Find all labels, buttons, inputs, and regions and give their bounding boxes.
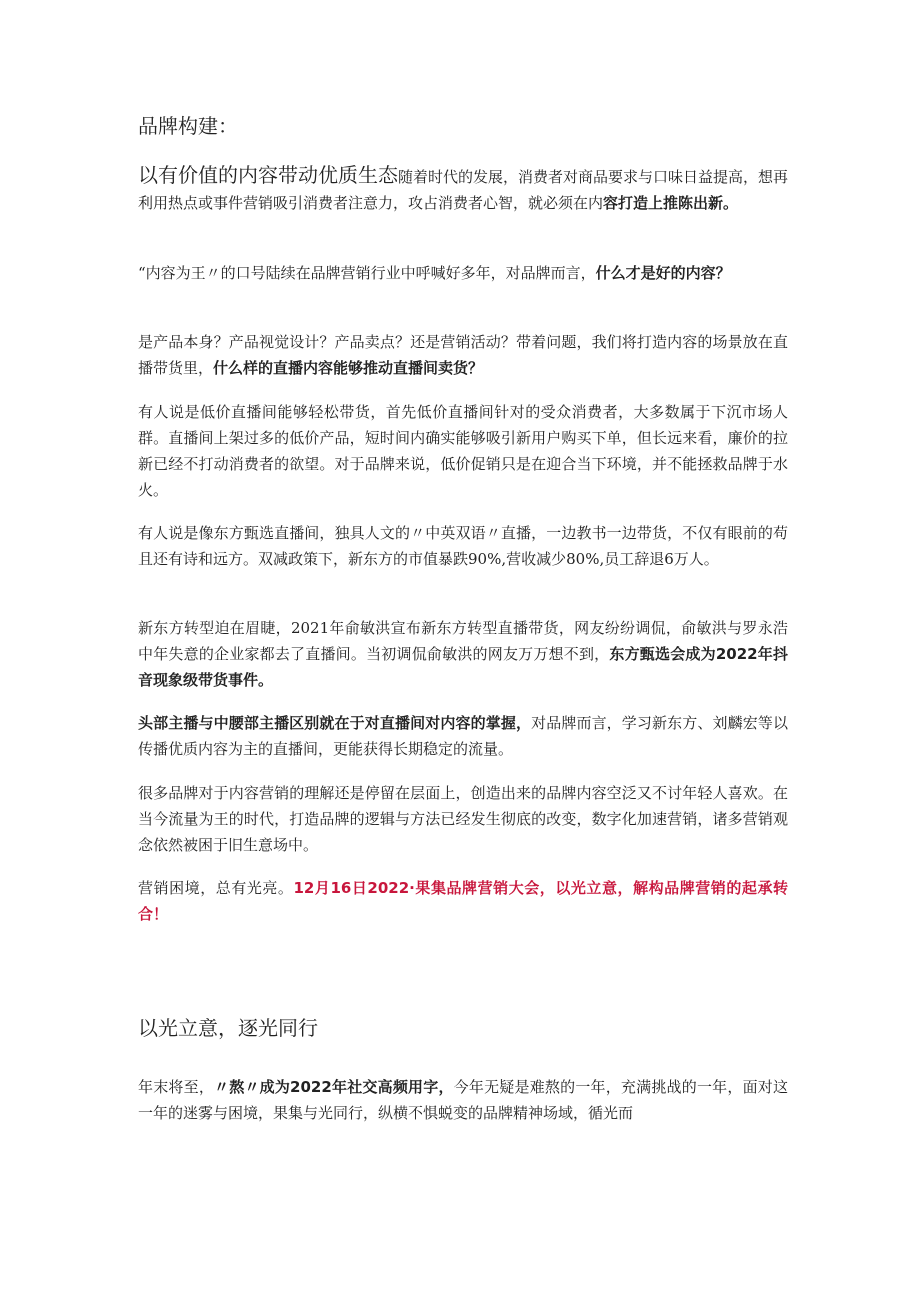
section2-paragraph-1-text-b: 今年无疑是难熬的一年，充满挑战的一年，面对这一年的迷雾与困境，果集与光同行，纵横不惧蜕变的品牌精神场域，循光而: [138, 1078, 788, 1122]
paragraph-2-text: “内容为王〃的口号陆续在品牌营销行业中呼喊好多年，对品牌而言，: [138, 264, 596, 282]
paragraph-7-bold: 头部主播与中腰部主播区别就在于对直播间对内容的掌握，: [138, 714, 532, 732]
paragraph-6-bold: 东方甄选会成为2022年抖音现象级带货事件。: [138, 645, 788, 689]
paragraph-7-text: 对品牌而言，学习新东方、刘麟宏等以传播优质内容为主的直播间，更能获得长期稳定的流量。: [138, 714, 788, 758]
paragraph-2: [138, 260, 788, 286]
paragraph-3-bold: 什么样的直播内容能够推动直播间卖货？: [213, 359, 484, 377]
paragraph-1-bold: 容打造上推陈出新。: [603, 194, 739, 212]
paragraph-8: [138, 780, 788, 858]
paragraph-6-text: 新东方转型迫在眉睫，2021年俞敏洪宣布新东方转型直播带货，网友纷纷调侃，俞敏洪与罗永浩中年失意的企业家都去了直播间。当初调侃俞敏洪的网友万万想不到，: [138, 619, 788, 663]
section2-paragraph-1: [138, 1074, 788, 1126]
paragraph-5: [138, 520, 788, 572]
paragraph-4: [138, 399, 788, 503]
paragraph-4-text: 有人说是低价直播间能够轻松带货，首先低价直播间针对的受众消费者，大多数属于下沉市场人群。直播间上架过多的低价产品，短时间内确实能够吸引新用户购买下单，但长远来看，廉价的拉新已经不打动消费者的欲望。对于品牌来说，低价促销只是在迎合当下环境，并不能拯救品牌于水火。: [138, 403, 788, 499]
section-heading-brand-building: 品牌构建：: [138, 114, 238, 138]
paragraph-5-text: 有人说是像东方甄选直播间，独具人文的〃中英双语〃直播，一边教书一边带货，不仅有眼前的苟且还有诗和远方。双减政策下，新东方的市值暴跌90%,营收减少80%,员工辞退6万人。: [138, 524, 788, 568]
section2-paragraph-1-text-a: 年末将至，: [138, 1078, 215, 1096]
paragraph-9-text: 营销困境，总有光亮。: [138, 879, 294, 897]
paragraph-3-text: 是产品本身？产品视觉设计？产品卖点？还是营销活动？带着问题，我们将打造内容的场景放在直播带货里，: [138, 333, 788, 377]
paragraph-9: [138, 875, 788, 927]
paragraph-2-bold: 什么才是好的内容？: [595, 264, 731, 282]
paragraph-8-text: 很多品牌对于内容营销的理解还是停留在层面上，创造出来的品牌内容空泛又不讨年轻人喜欢。在当今流量为王的时代，打造品牌的逻辑与方法已经发生彻底的改变，数字化加速营销，诸多营销观念依然被困于旧生意场中。: [138, 784, 788, 854]
section-heading-light: 以光立意，逐光同行: [138, 1016, 318, 1040]
paragraph-1-lead: 以有价值的内容带动优质生态: [138, 163, 398, 187]
paragraph-7: [138, 710, 788, 762]
section2-paragraph-1-bold: 〃熬〃成为2022年社交高频用字，: [214, 1078, 454, 1096]
paragraph-9-highlight: 12月16日2022·果集品牌营销大会，以光立意，解构品牌营销的起承转合！: [138, 879, 788, 923]
paragraph-1: [138, 162, 788, 216]
paragraph-3: [138, 329, 788, 381]
paragraph-1-text: 随着时代的发展，消费者对商品要求与口味日益提高，想再利用热点或事件营销吸引消费者注意力，攻占消费者心智，就必须在内: [138, 168, 789, 212]
paragraph-6: [138, 615, 788, 693]
